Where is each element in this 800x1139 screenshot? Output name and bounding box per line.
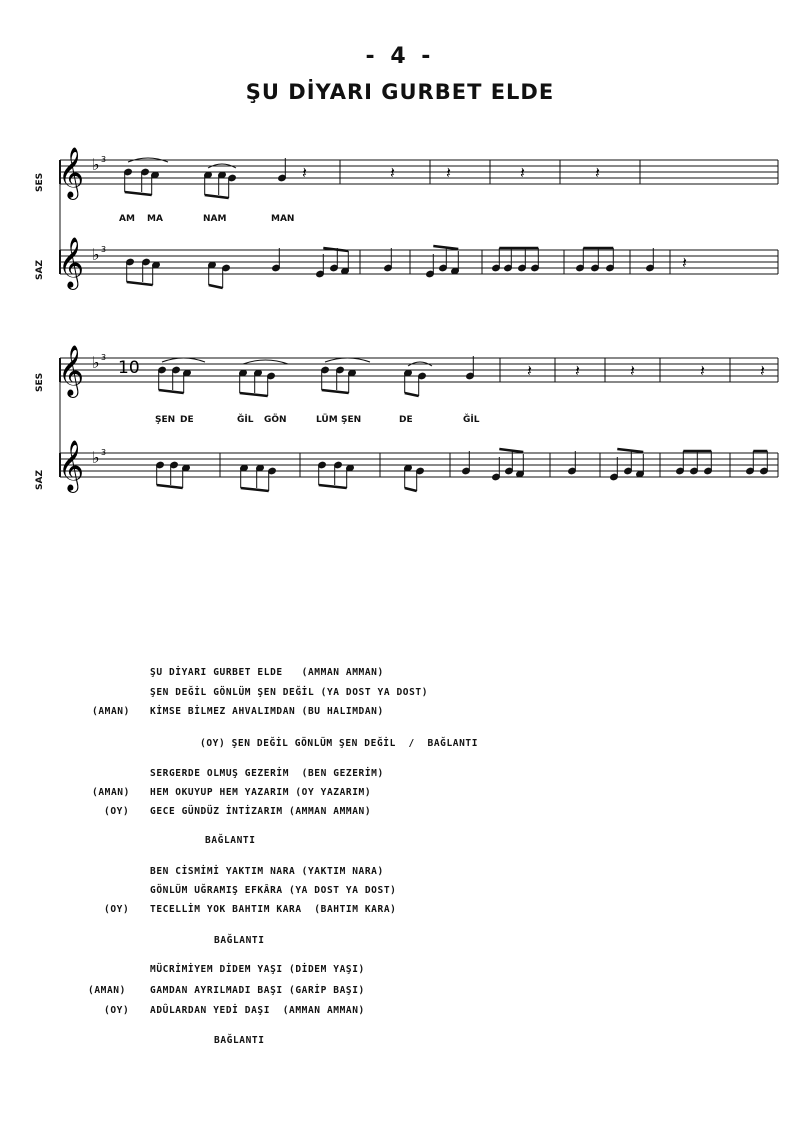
beam — [127, 282, 153, 285]
beam — [205, 195, 229, 198]
lyric-line: MÜCRİMİYEM DİDEM YAŞI (DİDEM YAŞI) — [150, 964, 365, 975]
syllable: ŞEN — [155, 415, 176, 425]
beam — [241, 488, 269, 491]
notation — [58, 147, 768, 493]
syllable: GÖN — [264, 415, 287, 425]
flat-icon: ♭ — [92, 245, 100, 264]
rest-icon: 𝄽 — [527, 361, 532, 380]
key-marker: 3 — [101, 245, 107, 254]
slur — [243, 360, 288, 364]
lyric-line: (OY) GECE GÜNDÜZ İNTİZARIM (AMMAN AMMAN) — [104, 806, 372, 817]
beam — [405, 393, 419, 396]
treble-clef-icon: 𝄞 — [58, 345, 85, 396]
beam — [157, 485, 183, 488]
treble-clef-icon: 𝄞 — [58, 237, 85, 288]
lyric-prefix: (AMAN) — [92, 706, 130, 717]
lyric-prefix: (AMAN) — [88, 985, 126, 996]
beam — [209, 285, 223, 288]
lyric-prefix: (OY) — [104, 904, 130, 915]
beam — [319, 485, 347, 488]
rest-icon: 𝄽 — [700, 361, 705, 380]
beam — [323, 248, 348, 251]
beam — [240, 393, 268, 396]
syllable: LÜM — [316, 415, 338, 425]
flat-icon: ♭ — [92, 353, 100, 372]
treble-clef-icon: 𝄞 — [58, 147, 85, 198]
rest-icon: 𝄽 — [595, 163, 600, 182]
lyric-prefix: (OY) — [104, 806, 130, 817]
slur — [162, 358, 205, 362]
refrain-label: BAĞLANTI — [214, 1035, 265, 1046]
syllable: DE — [180, 415, 194, 425]
page-number: - 4 - — [365, 44, 435, 69]
syllable: ĞİL — [463, 415, 480, 425]
beam — [617, 449, 643, 452]
treble-clef-icon: 𝄞 — [58, 440, 85, 491]
syllable: DE — [399, 415, 413, 425]
lyric-line: (AMAN) HEM OKUYUP HEM YAZARIM (OY YAZARIM) — [92, 787, 372, 798]
refrain-label: BAĞLANTI — [205, 835, 256, 846]
rest-icon: 𝄽 — [302, 163, 307, 182]
slur — [325, 358, 370, 362]
lyric-line-chorus: (OY) ŞEN DEĞİL GÖNLÜM ŞEN DEĞİL / BAĞLANTI — [200, 738, 479, 749]
beam — [433, 246, 458, 249]
lyric-line: ŞEN DEĞİL GÖNLÜM ŞEN DEĞİL (YA DOST YA DOST) — [150, 687, 429, 698]
rest-icon: 𝄽 — [575, 361, 580, 380]
music-score — [0, 0, 800, 560]
refrain-label: BAĞLANTI — [214, 935, 265, 946]
syllable: AM — [119, 214, 135, 224]
lyric-line: (OY) ADÛLARDAN YEDİ DAŞI (AMMAN AMMAN) — [104, 1005, 365, 1016]
rest-icon: 𝄽 — [682, 253, 687, 272]
lyric-line: BEN CİSMİMİ YAKTIM NARA (YAKTIM NARA) — [150, 866, 384, 877]
lyric-line: SERGERDE OLMUŞ GEZERİM (BEN GEZERİM) — [150, 768, 384, 779]
lyric-line: ŞU DİYARI GURBET ELDE (AMMAN AMMAN) — [150, 667, 384, 678]
lyric-line: (AMAN) KİMSE BİLMEZ AHVALIMDAN (BU HALIMDAN) — [92, 706, 384, 717]
measure-number: 10 — [118, 358, 140, 378]
beam — [322, 390, 349, 393]
key-marker: 3 — [101, 353, 107, 362]
staff-lines — [60, 160, 778, 477]
rest-icon: 𝄽 — [390, 163, 395, 182]
syllable: MA — [147, 214, 163, 224]
flat-icon: ♭ — [92, 448, 100, 467]
beam — [499, 449, 523, 452]
staff-label-saz-2: SAZ — [35, 470, 45, 490]
syllable: ĞİL — [237, 415, 254, 425]
lyric-line: (OY) TECELLİM YOK BAHTIM KARA (BAHTIM KARA) — [104, 904, 397, 915]
lyric-line: (AMAN) GAMDAN AYRILMADI BAŞI (GARİP BAŞI) — [88, 985, 365, 996]
key-marker: 3 — [101, 155, 107, 164]
song-title: ŞU DİYARI GURBET ELDE — [245, 80, 555, 104]
key-marker: 3 — [101, 448, 107, 457]
rest-icon: 𝄽 — [630, 361, 635, 380]
beam — [159, 390, 184, 393]
syllable: NAM — [203, 214, 227, 224]
syllable: ŞEN — [341, 415, 362, 425]
lyric-prefix: (AMAN) — [92, 787, 130, 798]
staff-label-ses-1: SES — [35, 172, 45, 192]
flat-icon: ♭ — [92, 155, 100, 174]
rest-icon: 𝄽 — [446, 163, 451, 182]
lyric-line: GÖNLÜM UĞRAMIŞ EFKÂRA (YA DOST YA DOST) — [150, 885, 397, 896]
syllable: MAN — [271, 214, 295, 224]
staff-label-saz-1: SAZ — [35, 260, 45, 280]
beam — [125, 192, 152, 195]
staff-label-ses-2: SES — [35, 372, 45, 392]
rest-icon: 𝄽 — [760, 361, 765, 380]
beam — [405, 488, 417, 491]
rest-icon: 𝄽 — [520, 163, 525, 182]
lyric-prefix: (OY) — [104, 1005, 130, 1016]
